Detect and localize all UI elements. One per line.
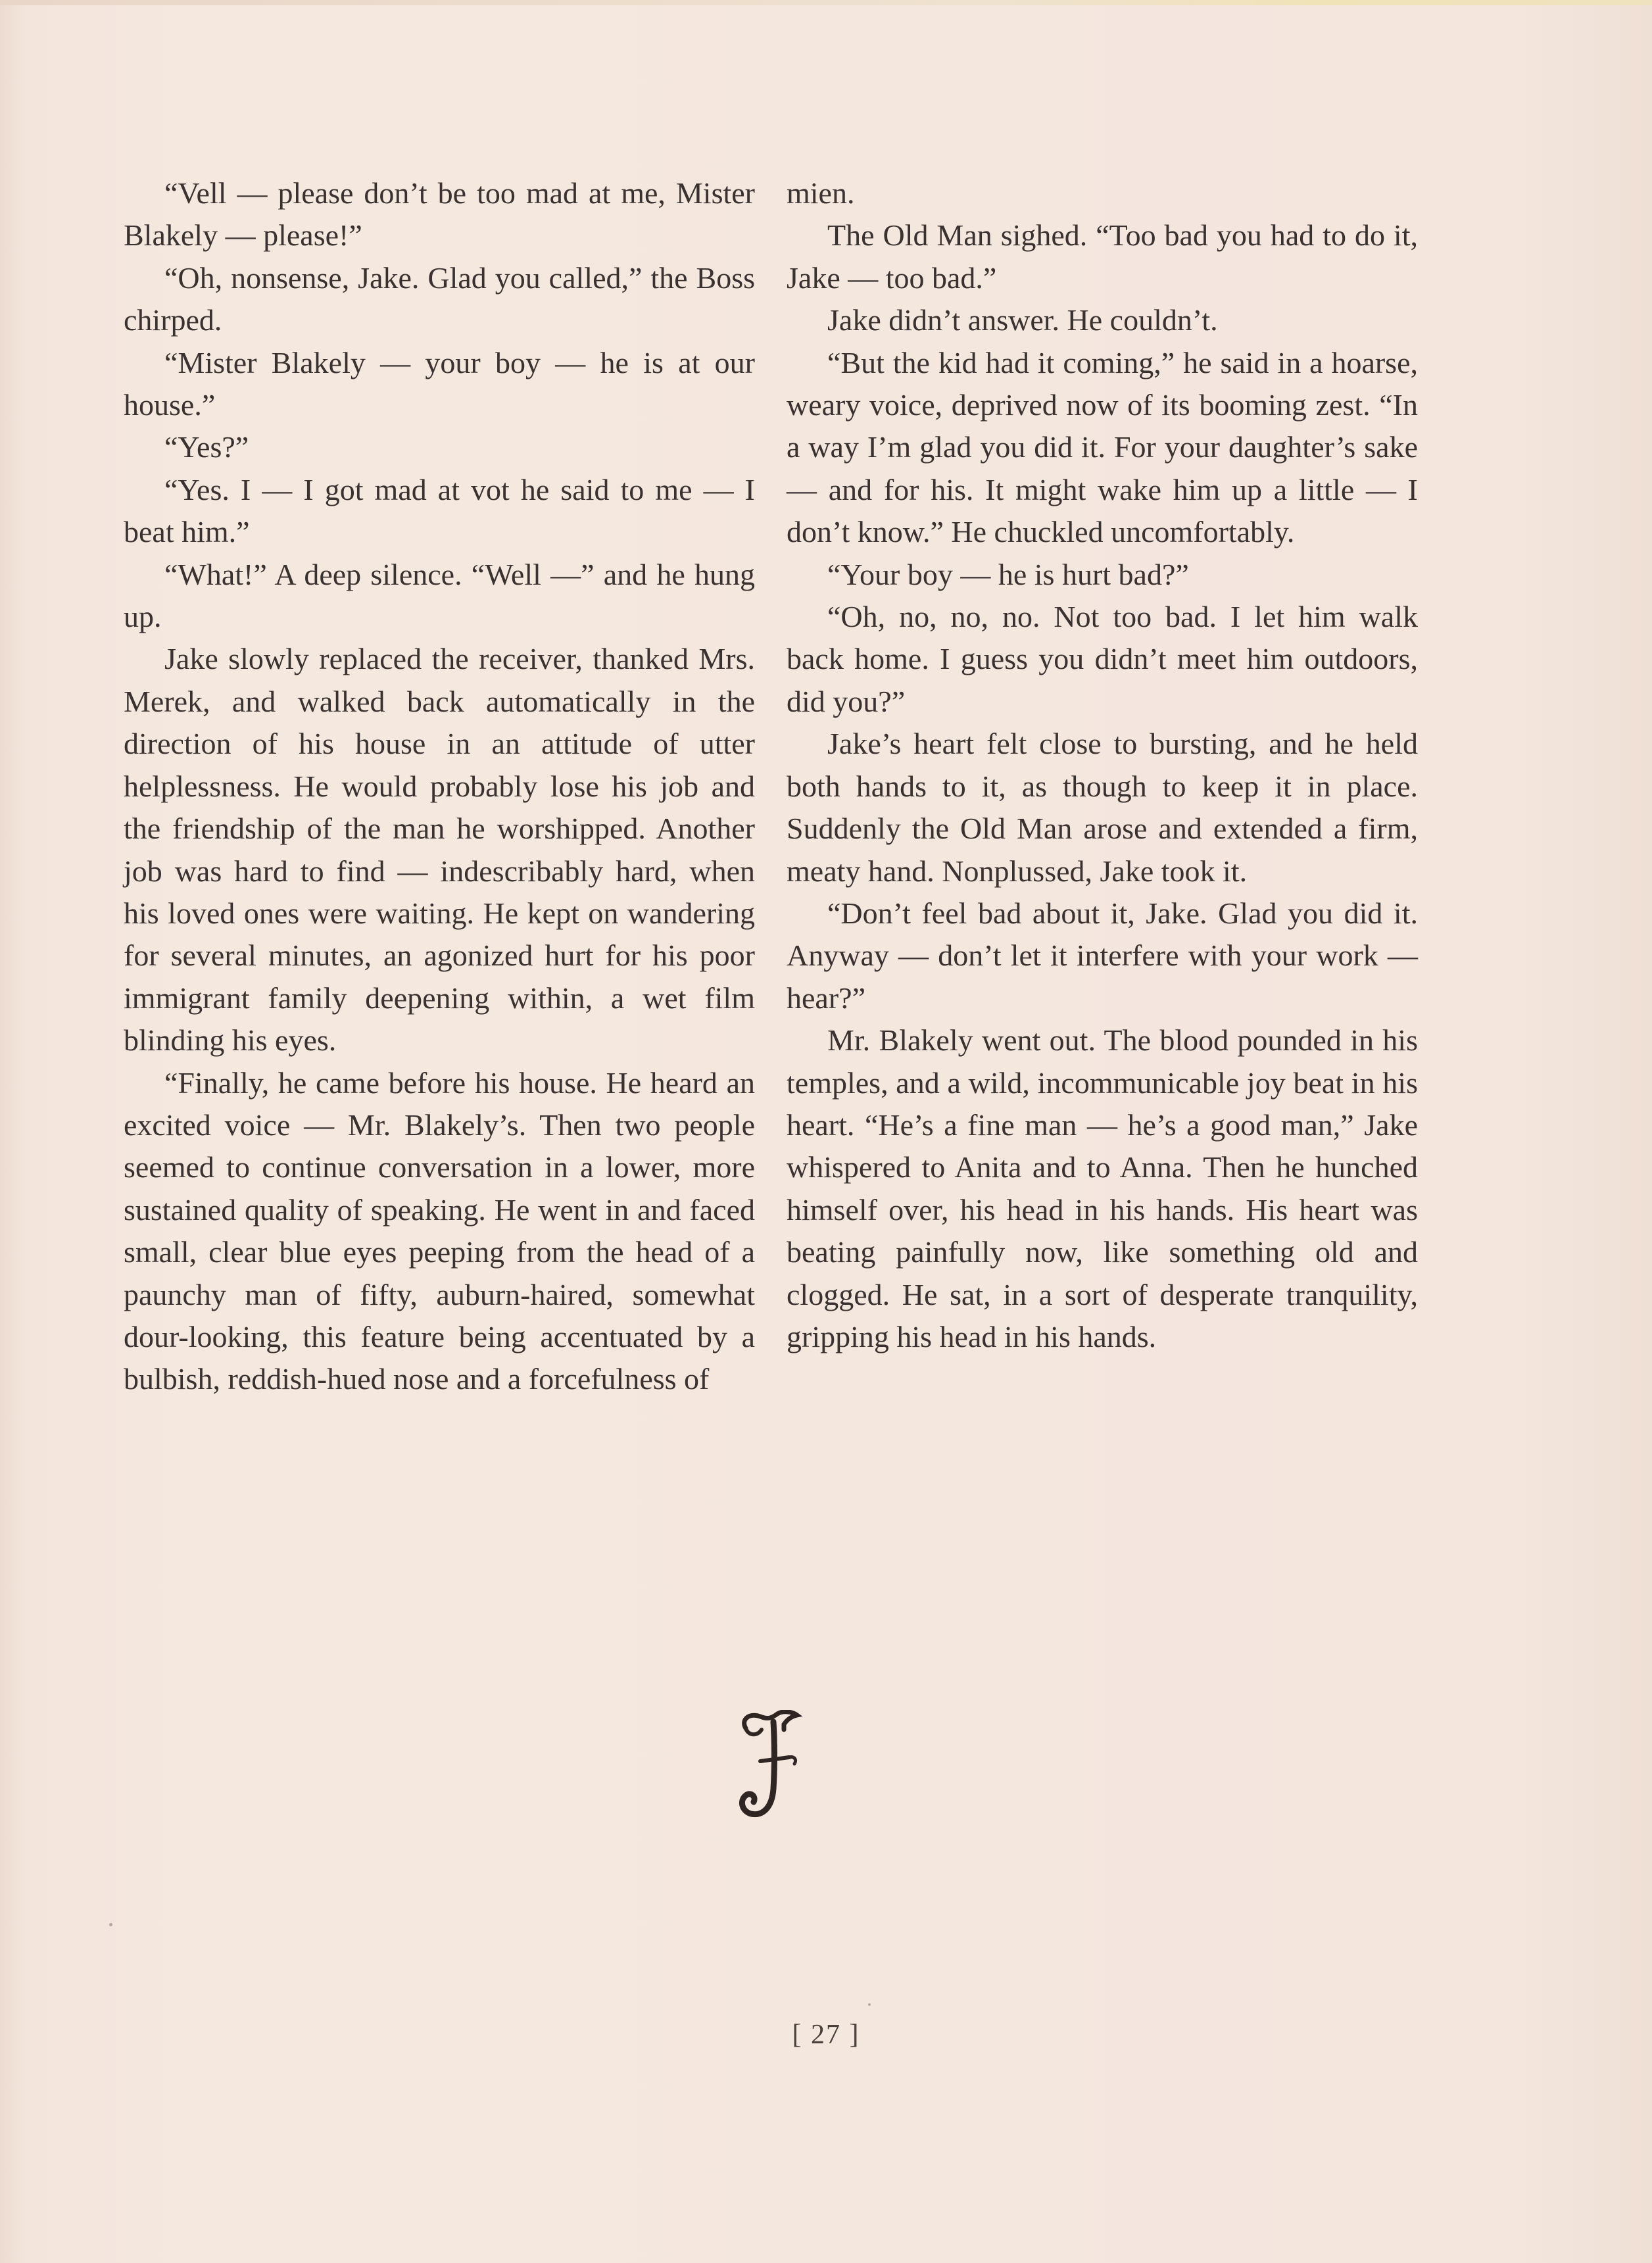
decorative-initial-F-ornament [734, 1710, 806, 1822]
paragraph-continuation: mien. [787, 176, 855, 210]
paper-speck [109, 1923, 112, 1926]
paragraph: “Don’t feel bad about it, Jake. Glad you did it. Anyway — don’t let it interfere with your work — hear?” [787, 896, 1418, 1015]
page-number: [ 27 ] [792, 2020, 860, 2050]
paragraph: “Yes?” [164, 430, 249, 464]
paper-speck [868, 2003, 871, 2006]
paragraph: Mr. Blakely went out. The blood pounded in his temples, and a wild, incommunicable joy beat in his heart. “He’s a fine man — he’s a good man,” Jake whispered to Anita and to Anna. Then he hunched himself over, his head in his hands. His heart was beating painfully now, like something old and clogged. He sat, in a sort of desperate tranquility, gripping his head in his hands. [787, 1023, 1418, 1353]
paragraph: “What!” A deep silence. “Well —” and he hung up. [124, 557, 755, 634]
paragraph: The Old Man sighed. “Too bad you had to do it, Jake — too bad.” [787, 218, 1418, 295]
text-column-right [787, 172, 1418, 1358]
paragraph: Jake’s heart felt close to bursting, and he held both hands to it, as though to keep it in place. Suddenly the Old Man arose and extended a firm, meaty hand. Nonplussed, Jake took it. [787, 727, 1418, 888]
paragraph: “Vell — please don’t be too mad at me, Mister Blakely — please!” [124, 176, 755, 253]
paragraph: “Your boy — he is hurt bad?” [827, 557, 1189, 591]
page-top-edge [0, 0, 1652, 5]
paragraph: “Oh, no, no, no. Not too bad. I let him walk back home. I guess you didn’t meet him outdoors, did you?” [787, 600, 1418, 718]
paragraph: “Mister Blakely — your boy — he is at our house.” [124, 345, 755, 422]
paragraph: “But the kid had it coming,” he said in a hoarse, weary voice, deprived now of its booming zest. “In a way I’m glad you did it. For your daughter’s sake — and for his. It might wake him up a little — I don’t know.” He chuckled uncomfortably. [787, 345, 1418, 549]
paragraph: “Finally, he came before his house. He heard an excited voice — Mr. Blakely’s. Then two people seemed to continue conversation in a lower, more sustained quality of speaking. He went in and faced small, clear blue eyes peeping from the head of a paunchy man of fifty, auburn-haired, somewhat dour-looking, this feature being accentuated by a bulbish, reddish-hued nose and a forcefulness of [124, 1065, 755, 1396]
paragraph: Jake didn’t answer. He couldn’t. [827, 303, 1218, 337]
paragraph: “Oh, nonsense, Jake. Glad you called,” the Boss chirped. [124, 260, 755, 337]
text-column-left [124, 172, 755, 1401]
paragraph: Jake slowly replaced the receiver, thanked Mrs. Merek, and walked back automatically in the direction of his house in an attitude of utter helplessness. He would probably lose his job and the friendship of the man he worshipped. Another job was hard to find — indescribably hard, when his loved ones were waiting. He kept on wandering for several minutes, an agonized hurt for his poor immigrant family deepening within, a wet film blinding his eyes. [124, 642, 755, 1058]
paragraph: “Yes. I — I got mad at vot he said to me — I beat him.” [124, 472, 755, 549]
